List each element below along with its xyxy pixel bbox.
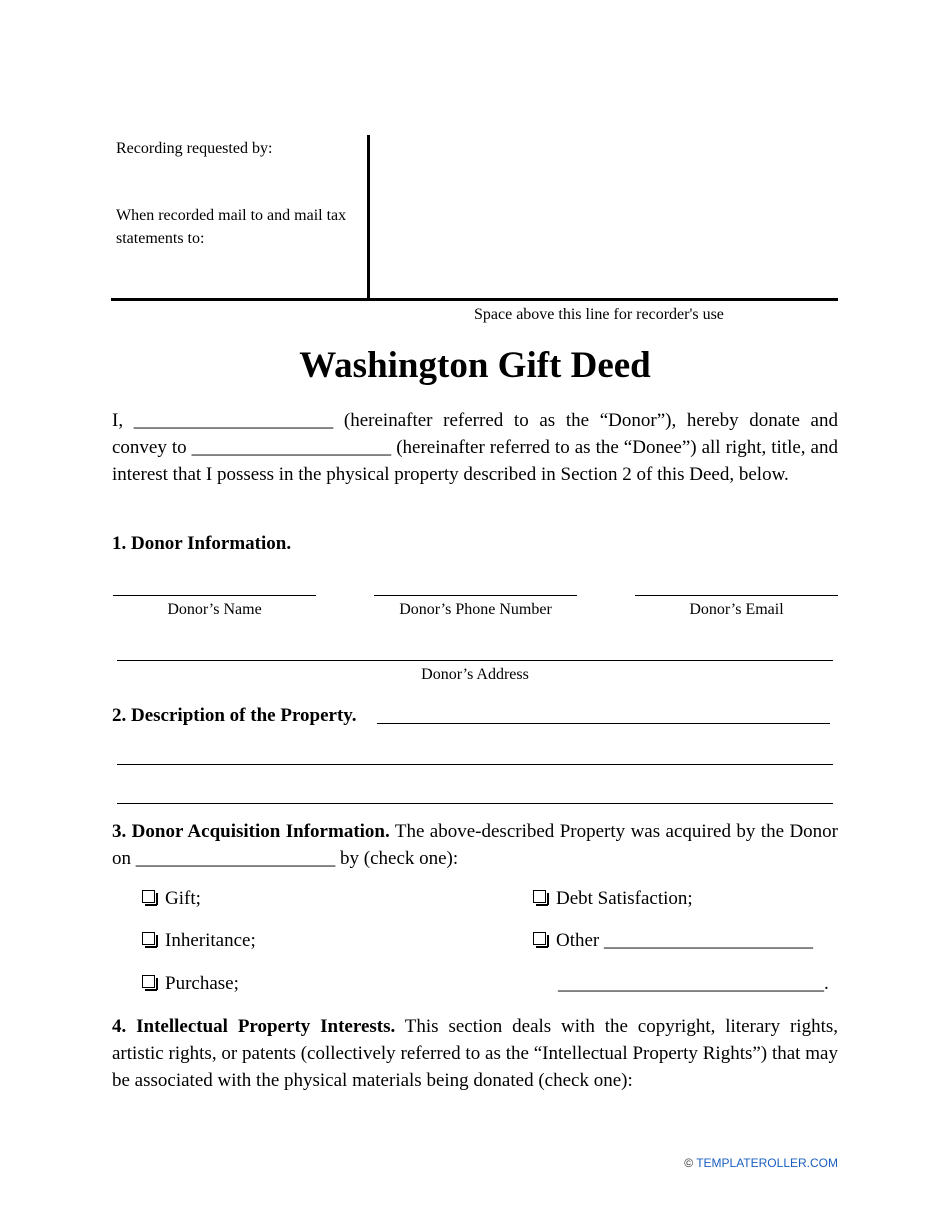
section3-paragraph [112, 818, 838, 872]
donor-address-label: Donor’s Address [421, 666, 529, 683]
donor-address-field[interactable] [117, 660, 833, 661]
donor-name-label: Donor’s Name [167, 601, 262, 618]
option-debt-satisfaction[interactable] [533, 887, 693, 911]
donor-phone-label: Donor’s Phone Number [399, 601, 552, 618]
option-inheritance-label: Inheritance; [165, 930, 256, 951]
checkbox-icon[interactable] [142, 932, 155, 945]
donor-email-label: Donor’s Email [689, 601, 784, 618]
donor-email-field[interactable] [635, 595, 838, 596]
property-description-field-1[interactable] [377, 723, 830, 724]
property-description-field-3[interactable] [117, 803, 833, 804]
recorder-divider-horizontal [111, 298, 838, 301]
section4-text: This section deals with the copyright, literary rights, artistic rights, or patents (collectively referred to as the “Intellectual Property Rights”) that may be associated with the physical materials being donated (check one): [112, 1016, 838, 1091]
checkbox-icon[interactable] [533, 890, 546, 903]
option-other-label: Other ______________________ [556, 930, 814, 951]
option-other[interactable] [533, 929, 813, 953]
option-purchase[interactable] [142, 972, 239, 996]
property-description-field-2[interactable] [117, 764, 833, 765]
copyright-icon: © [684, 1156, 694, 1170]
checkbox-icon[interactable] [142, 890, 155, 903]
intro-paragraph: I, _____________________ (hereinafter referred to as the “Donor”), hereby donate and convey to _____________________ (hereinafter referred to as the “Donee”) all right, title, and interest that I possess in the physical property described in Section 2 of this Deed, below. [112, 410, 838, 485]
brand-link[interactable]: TEMPLATEROLLER.COM [696, 1156, 838, 1170]
section1-heading: 1. Donor Information. [112, 533, 292, 554]
option-gift-label: Gift; [165, 888, 201, 909]
footer-brand[interactable] [684, 1156, 838, 1170]
section3-heading: 3. Donor Acquisition Information. [112, 821, 390, 842]
page-title: Washington Gift Deed [299, 345, 651, 386]
option-purchase-label: Purchase; [165, 973, 239, 994]
checkbox-icon[interactable] [142, 975, 155, 988]
section4-heading: 4. Intellectual Property Interests. [112, 1016, 396, 1037]
checkbox-icon[interactable] [533, 932, 546, 945]
mail-to-label: When recorded mail to and mail tax statements to: [116, 207, 347, 247]
donor-phone-field[interactable] [374, 595, 577, 596]
recording-requested-label: Recording requested by: [116, 140, 273, 157]
section3-text: The above-described Property was acquired by the Donor on _____________________ by (check one): [112, 821, 838, 869]
recorder-divider-vertical [367, 135, 370, 301]
option-other-continued[interactable]: ____________________________. [558, 973, 829, 994]
section4-paragraph [112, 1013, 838, 1094]
recorder-note: Space above this line for recorder's use [474, 306, 724, 323]
option-debt-label: Debt Satisfaction; [556, 888, 693, 909]
donor-name-field[interactable] [113, 595, 316, 596]
section2-heading: 2. Description of the Property. [112, 705, 357, 726]
option-inheritance[interactable] [142, 929, 256, 953]
option-gift[interactable] [142, 887, 201, 911]
